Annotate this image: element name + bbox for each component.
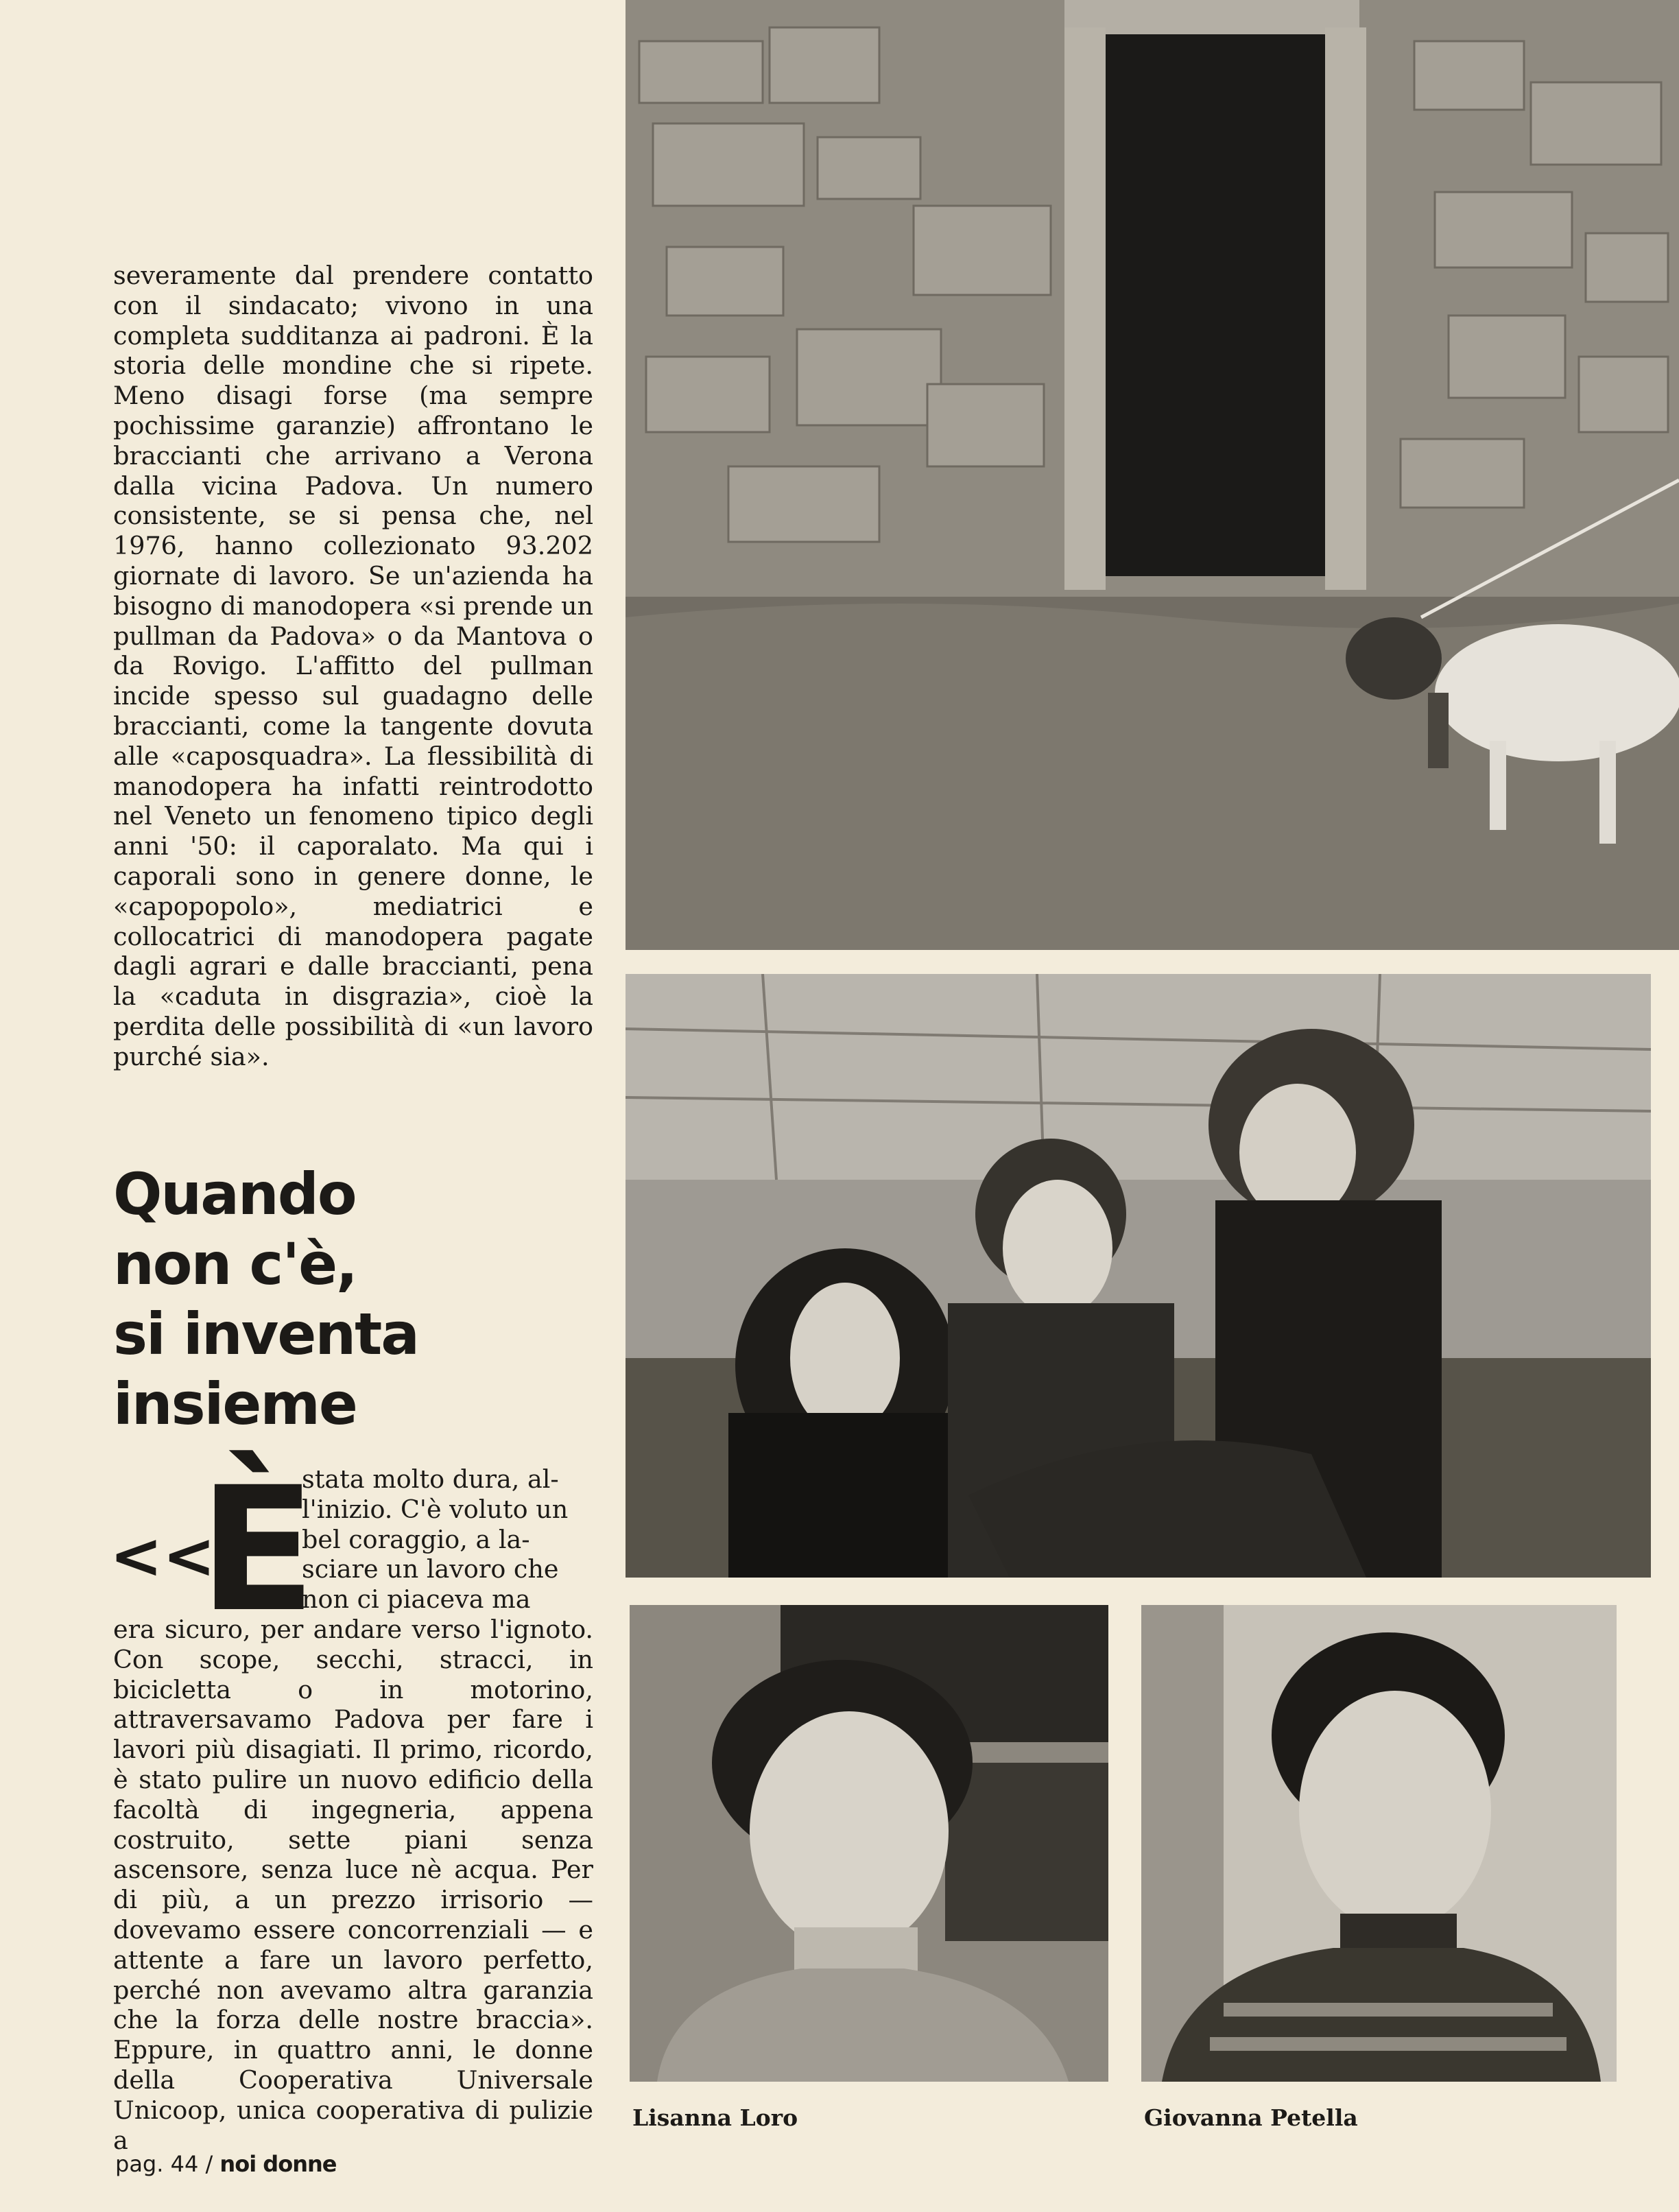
opening-quote-mark: << (110, 1519, 216, 1593)
photo-giovanna-petella (1141, 1605, 1617, 2082)
photo-stone-house-goat (626, 0, 1679, 950)
article-paragraph: era sicuro, per andare verso l'ignoto. Con scope, secchi, stracci, in bicicletta o in motorino, attraversavamo Padova per fare i lavori più disagiati. Il primo, ricordo, è stato pulire un nuovo edificio della facoltà di ingegneria, appena costruito, sette piani senza ascensore, senza luce nè acqua. Per di più, a un prezzo irrisorio — dovevamo essere concorrenziali — e attente a fare un lavoro perfetto, perché non avevamo altra garanzia che la forza delle nostre braccia». Eppure, in quattro anni, le donne della Cooperativa Universale Unicoop, unica cooperativa di pulizie a (113, 1614, 593, 2155)
caption-giovanna: Giovanna Petella (1144, 2104, 1358, 2131)
article-bottom-column (113, 1450, 593, 2155)
photo-workshop-graphic (626, 974, 1651, 1578)
headline-line: si inventa (113, 1300, 418, 1368)
headline-line: Quando (113, 1161, 356, 1228)
photo-lisanna-loro (630, 1605, 1108, 2082)
page-number: pag. 44 (115, 2151, 199, 2177)
dropcap-line: l'inizio. C'è voluto un (302, 1494, 569, 1524)
portrait-lisanna-graphic (630, 1605, 1108, 2082)
footer-separator: / (205, 2151, 213, 2177)
dropcap-line: non ci piaceva ma (302, 1584, 531, 1615)
dropcap-line: sciare un lavoro che (302, 1554, 559, 1584)
magazine-name: noi donne (219, 2151, 337, 2177)
page-footer (115, 2150, 336, 2178)
photo-workshop-women (626, 974, 1651, 1578)
photo-stone-house-graphic (626, 0, 1679, 950)
article-paragraph: severamente dal prendere contatto con il sindacato; vivono in una completa sudditanza ai padroni. È la storia delle mondine che si ripete. Meno disagi forse (ma sempre pochissime garanzie) affrontano le braccianti che arrivano a Verona dalla vicina Padova. Un numero consistente, se si pensa che, nel 1976, hanno collezionato 93.202 giornate di lavoro. Se un'azienda ha bisogno di manodopera «si prende un pullman da Padova» o da Mantova o da Rovigo. L'affitto del pullman incide spesso sul guadagno delle braccianti, come la tangente dovuta alle «caposquadra». La flessibilità di manodopera ha infatti reintrodotto nel Veneto un fenomeno tipico degli anni '50: il caporalato. Ma qui i caporali sono in genere donne, le «capopopolo», mediatrici e collocatrici di manodopera pagate dagli agrari e dalle braccianti, pena la «caduta in disgrazia», cioè la perdita delle possibilità di «un lavoro purché sia». (113, 261, 593, 1071)
caption-lisanna: Lisanna Loro (632, 2104, 798, 2131)
section-headline (113, 1159, 593, 1439)
dropcap-letter: È (199, 1450, 316, 1650)
dropcap-line: bel coraggio, a la- (302, 1524, 530, 1554)
headline-line: insieme (113, 1370, 357, 1438)
dropcap-line: stata molto dura, al- (302, 1464, 559, 1494)
portrait-giovanna-graphic (1141, 1605, 1617, 2082)
headline-line: non c'è, (113, 1230, 357, 1298)
article-top-column (113, 261, 593, 1072)
